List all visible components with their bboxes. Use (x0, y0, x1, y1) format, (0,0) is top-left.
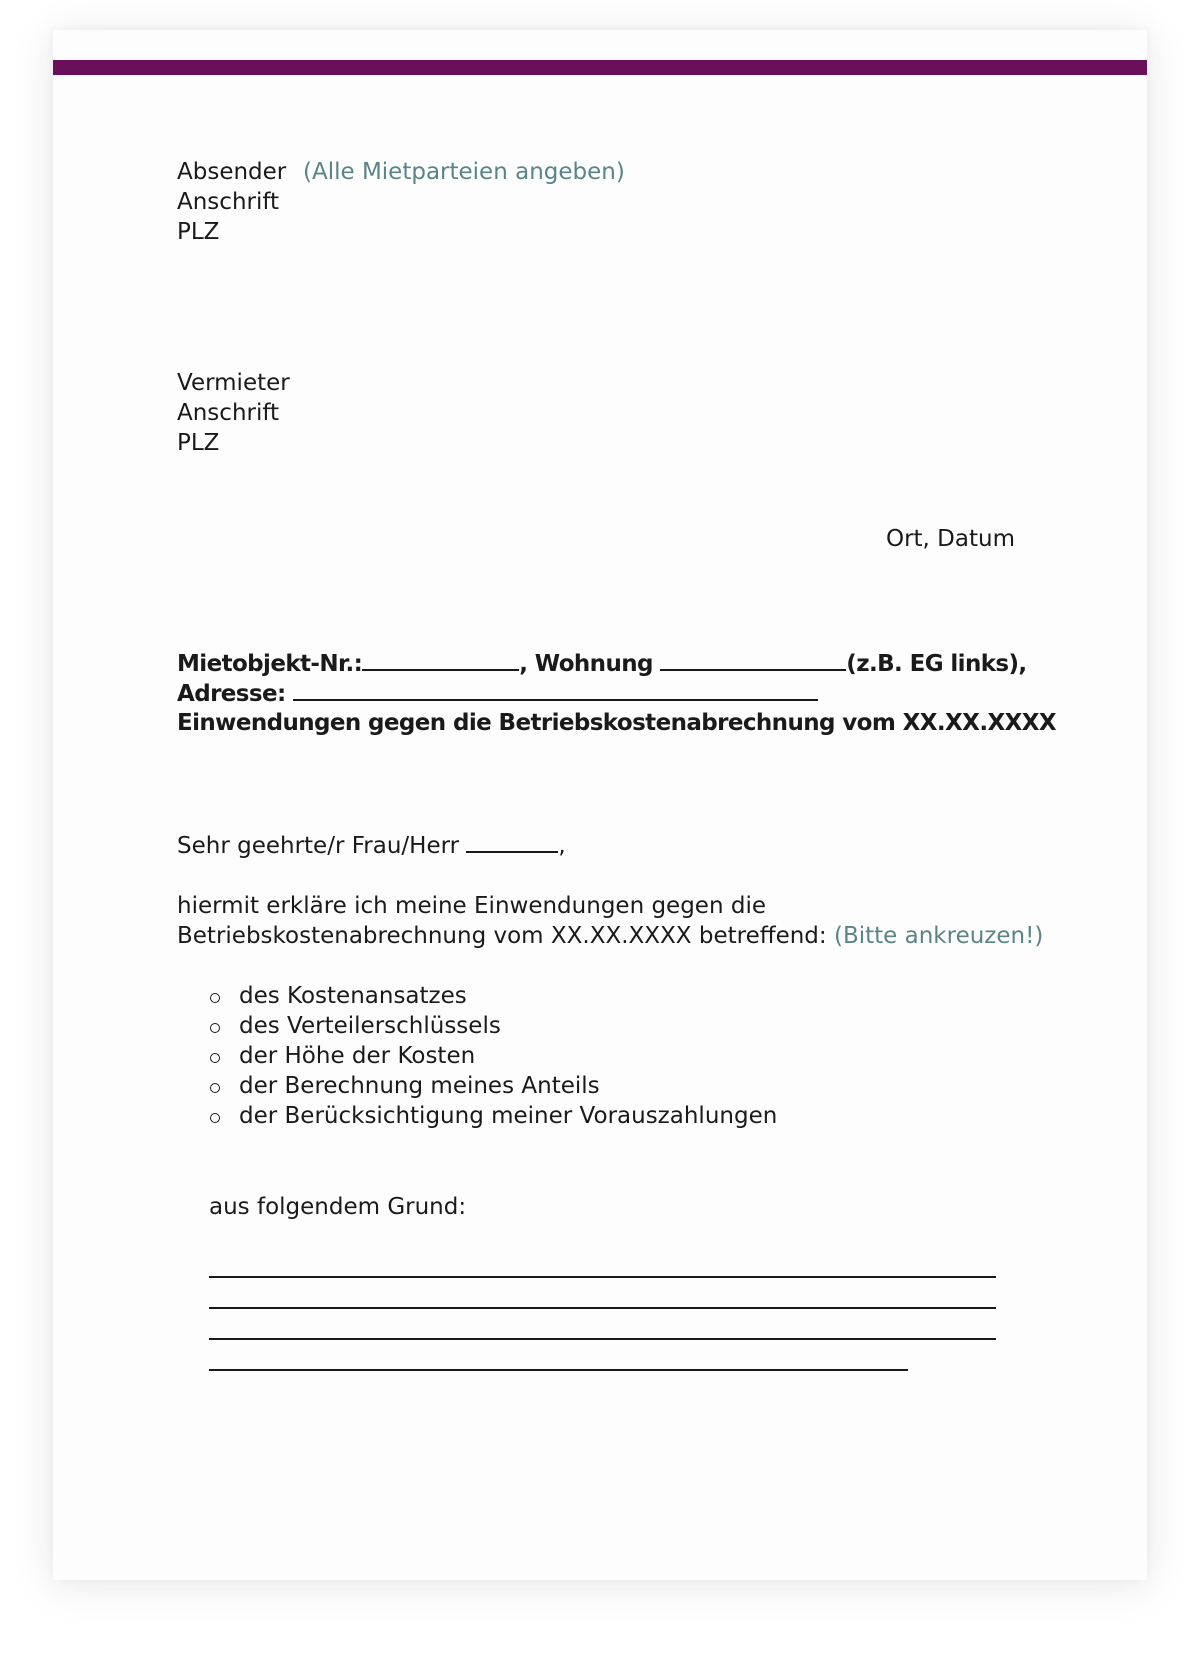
reason-line-4[interactable] (209, 1369, 908, 1371)
apartment-hint: (z.B. EG links), (846, 651, 1027, 677)
subject-line-object (177, 647, 1027, 680)
sender-name: Absender (177, 159, 287, 185)
letter-page (53, 30, 1147, 1580)
option-checkbox-1[interactable] (210, 993, 220, 1003)
address-blank[interactable] (293, 677, 818, 701)
recipient-address: Anschrift (177, 400, 280, 426)
sender-zip: PLZ (177, 219, 220, 245)
option-label-3: der Höhe der Kosten (239, 1043, 476, 1069)
salutation: Sehr geehrte/r Frau/Herr (177, 833, 460, 859)
apartment-blank[interactable] (660, 647, 846, 671)
option-label-5: der Berücksichtigung meiner Vorauszahlungen (239, 1103, 778, 1129)
intro-hint: (Bitte ankreuzen!) (833, 923, 1044, 949)
option-label-4: der Berechnung meines Anteils (239, 1073, 600, 1099)
reason-line-1[interactable] (209, 1276, 996, 1278)
reason-line-3[interactable] (209, 1338, 996, 1340)
address-label: Adresse: (177, 681, 286, 707)
accent-bar (53, 60, 1147, 75)
salutation-line (177, 829, 566, 862)
salutation-comma: , (558, 833, 566, 859)
salutation-name-blank[interactable] (466, 829, 558, 853)
object-label: Mietobjekt-Nr.: (177, 651, 363, 677)
subject-line-address (177, 677, 818, 710)
place-date: Ort, Datum (885, 526, 1015, 552)
option-checkbox-3[interactable] (210, 1053, 220, 1063)
intro-line-1: hiermit erkläre ich meine Einwendungen gegen die (177, 893, 766, 919)
option-label-1: des Kostenansatzes (239, 983, 467, 1009)
option-checkbox-4[interactable] (210, 1083, 220, 1093)
object-number-blank[interactable] (362, 647, 519, 671)
apartment-label: , Wohnung (519, 651, 653, 677)
recipient-name: Vermieter (177, 370, 290, 396)
option-checkbox-5[interactable] (210, 1113, 220, 1123)
subject-title: Einwendungen gegen die Betriebskostenabrechnung vom XX.XX.XXXX (177, 710, 1056, 736)
option-checkbox-2[interactable] (210, 1023, 220, 1033)
intro-text: Betriebskostenabrechnung vom XX.XX.XXXX betreffend: (177, 923, 834, 949)
sender-note: (Alle Mietparteien angeben) (303, 159, 625, 185)
option-label-2: des Verteilerschlüssels (239, 1013, 501, 1039)
intro-line-2 (177, 920, 1043, 952)
sender-address: Anschrift (177, 189, 280, 215)
reason-label: aus folgendem Grund: (209, 1194, 467, 1220)
reason-line-2[interactable] (209, 1307, 996, 1309)
recipient-zip: PLZ (177, 430, 220, 456)
